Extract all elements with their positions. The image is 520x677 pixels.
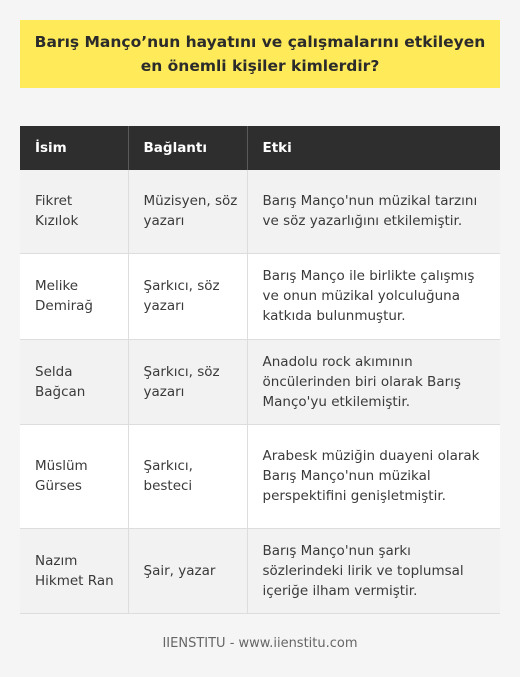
- table-row: [20, 528, 500, 613]
- table-row: [20, 339, 500, 424]
- cell-name: Melike Demirağ: [20, 253, 128, 339]
- table-row: [20, 253, 500, 339]
- cell-impact: Barış Manço ile birlikte çalışmış ve onun müzikal yolculuğuna katkıda bulunmuştur.: [247, 253, 500, 339]
- table-row: [20, 424, 500, 528]
- cell-impact: Barış Manço'nun şarkı sözlerindeki lirik ve toplumsal içeriğe ilham vermiştir.: [247, 528, 500, 613]
- cell-name: Müslüm Gürses: [20, 424, 128, 528]
- cell-name: Selda Bağcan: [20, 339, 128, 424]
- cell-impact: Anadolu rock akımının öncülerinden biri olarak Barış Manço'yu etkilemiştir.: [247, 339, 500, 424]
- cell-connection: Şair, yazar: [128, 528, 247, 613]
- cell-name: Fikret Kızılok: [20, 170, 128, 253]
- footer-text: IIENSTITU - www.iienstitu.com: [162, 636, 358, 651]
- cell-name: Nazım Hikmet Ran: [20, 528, 128, 613]
- cell-connection: Şarkıcı, söz yazarı: [128, 339, 247, 424]
- cell-impact: Barış Manço'nun müzikal tarzını ve söz yazarlığını etkilemiştir.: [247, 170, 500, 253]
- table-header-row: [20, 126, 500, 170]
- cell-connection: Müzisyen, söz yazarı: [128, 170, 247, 253]
- influences-table: [20, 126, 500, 614]
- cell-connection: Şarkıcı, besteci: [128, 424, 247, 528]
- header-connection: Bağlantı: [128, 126, 247, 170]
- cell-impact: Arabesk müziğin duayeni olarak Barış Manço'nun müzikal perspektifini genişletmiştir.: [247, 424, 500, 528]
- header-impact: Etki: [247, 126, 500, 170]
- cell-connection: Şarkıcı, söz yazarı: [128, 253, 247, 339]
- page-title: Barış Manço’nun hayatını ve çalışmalarını etkileyen en önemli kişiler kimlerdir?: [34, 33, 486, 75]
- header-name: İsim: [20, 126, 128, 170]
- title-banner: [20, 20, 500, 88]
- table-row: [20, 170, 500, 253]
